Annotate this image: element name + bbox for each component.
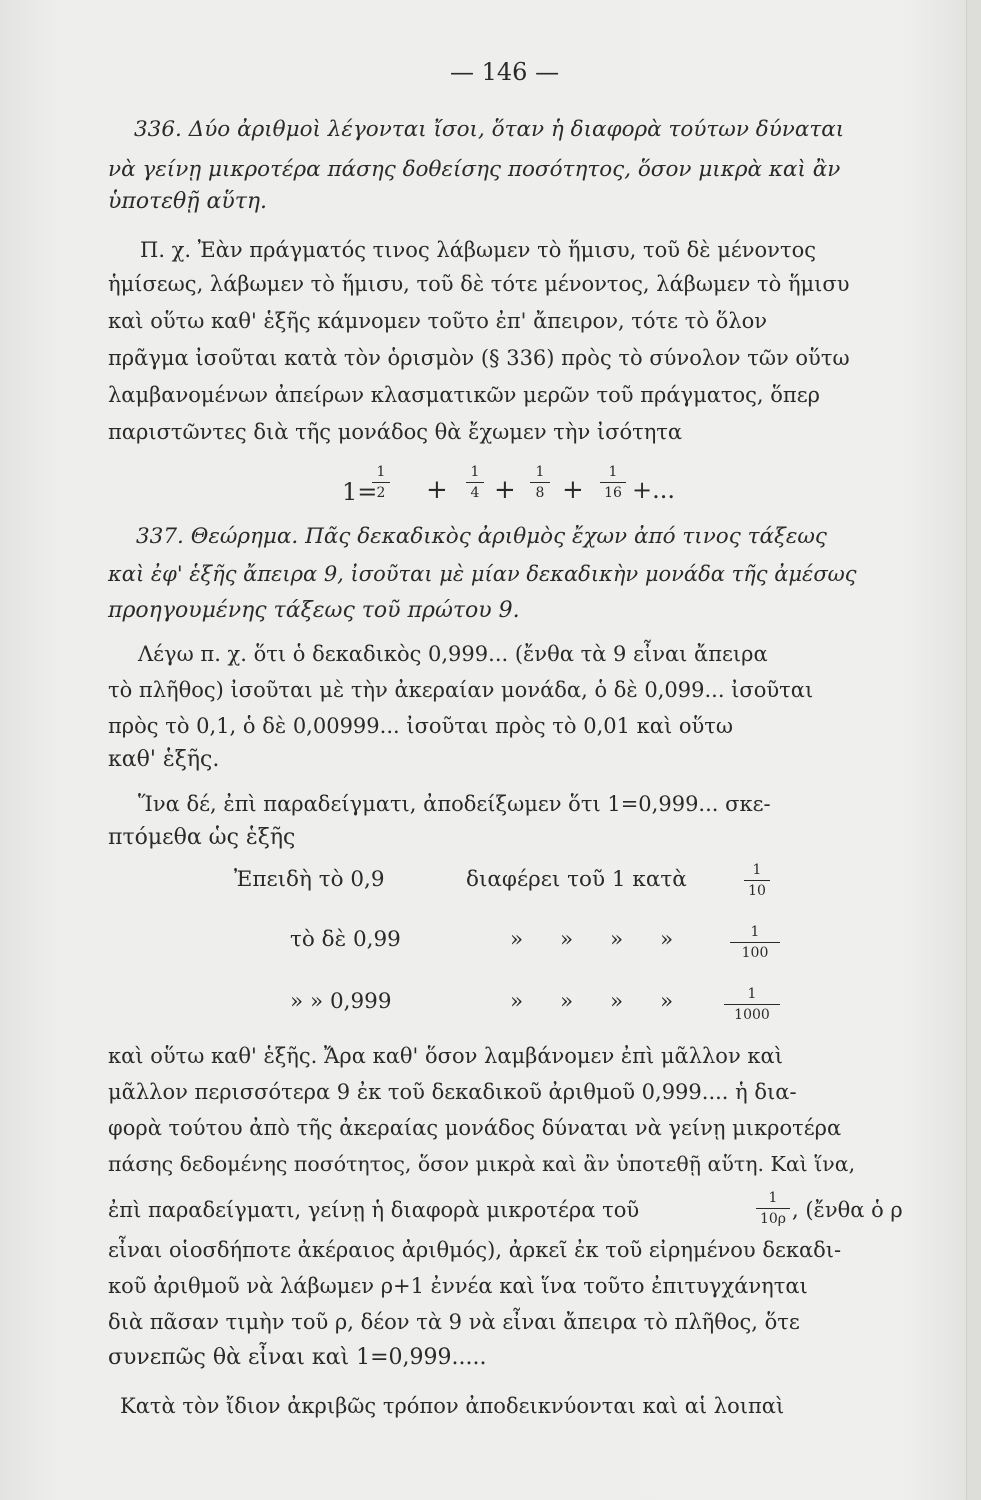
text-line: νὰ γείνῃ μικροτέρα πάσης δοθείσης ποσότητος, ὅσον μικρὰ καὶ ἂν bbox=[108, 157, 841, 182]
plus-sign: + bbox=[426, 475, 448, 505]
table-row-text: » » » » bbox=[510, 927, 674, 952]
fraction: 1 2 bbox=[372, 464, 390, 501]
fraction: 1 10 bbox=[744, 862, 770, 899]
fraction: 1 4 bbox=[466, 464, 484, 501]
fraction: 1 8 bbox=[530, 464, 550, 501]
text-line: 336. Δύο ἀριθμοὶ λέγονται ἴσοι, ὅταν ἡ διαφορὰ τούτων δύναται bbox=[134, 117, 845, 142]
text-line: καὶ οὕτω καθ' ἑξῆς. Ἄρα καθ' ὅσον λαμβάνομεν ἐπὶ μᾶλλον καὶ bbox=[108, 1044, 783, 1068]
equation-tail: +... bbox=[632, 476, 675, 504]
plus-sign: + bbox=[562, 475, 584, 505]
table-row-label: Ἐπειδὴ τὸ 0,9 bbox=[234, 867, 385, 892]
table-row-label: τὸ δὲ 0,99 bbox=[290, 927, 401, 952]
text-line: πάσης δεδομένης ποσότητος, ὅσον μικρὰ καὶ ἂν ὑποτεθῇ αὕτη. Καὶ ἵνα, bbox=[108, 1152, 856, 1176]
fraction: 1 10ρ bbox=[756, 1190, 790, 1227]
text-line: καὶ ἐφ' ἑξῆς ἄπειρα 9, ἰσοῦται μὲ μίαν δεκαδικὴν μονάδα τῆς ἀμέσως bbox=[108, 562, 857, 586]
text-line: Λέγω π. χ. ὅτι ὁ δεκαδικὸς 0,999... (ἔνθα τὰ 9 εἶναι ἄπειρα bbox=[138, 642, 768, 666]
text-line: τὸ πλῆθος) ἰσοῦται μὲ τὴν ἀκεραίαν μονάδα, ὁ δὲ 0,099... ἰσοῦται bbox=[108, 678, 814, 702]
text-line: 337. Θεώρημα. Πᾶς δεκαδικὸς ἀριθμὸς ἔχων ἀπό τινος τάξεως bbox=[136, 524, 827, 549]
table-row-text: » » » » bbox=[510, 989, 674, 1014]
text-line: συνεπῶς θὰ εἶναι καὶ 1=0,999..... bbox=[108, 1345, 487, 1370]
page-number: — 146 — bbox=[450, 58, 560, 86]
text-line: καθ' ἑξῆς. bbox=[108, 747, 220, 772]
text-line: παριστῶντες διὰ τῆς μονάδος θὰ ἔχωμεν τὴν ἰσότητα bbox=[108, 420, 683, 444]
text-line: πρὸς τὸ 0,1, ὁ δὲ 0,00999... ἰσοῦται πρὸς τὸ 0,01 καὶ οὕτω bbox=[108, 714, 734, 738]
table-row-label: » » 0,999 bbox=[290, 989, 392, 1014]
text-line: Π. χ. Ἐὰν πράγματός τινος λάβωμεν τὸ ἥμισυ, τοῦ δὲ μένοντος bbox=[140, 238, 816, 262]
text-line: ὑποτεθῇ αὕτη. bbox=[108, 189, 268, 214]
text-line: φορὰ τούτου ἀπὸ τῆς ἀκεραίας μονάδος δύναται νὰ γείνῃ μικροτέρα bbox=[108, 1116, 842, 1140]
text-line: καὶ οὕτω καθ' ἑξῆς κάμνομεν τοῦτο ἐπ' ἄπειρον, τότε τὸ ὅλον bbox=[108, 309, 768, 333]
text-line: διὰ πᾶσαν τιμὴν τοῦ ρ, δέον τὰ 9 νὰ εἶναι ἄπειρα τὸ πλῆθος, ὅτε bbox=[108, 1310, 800, 1334]
text-line: λαμβανομένων ἀπείρων κλασματικῶν μερῶν τοῦ πράγματος, ὅπερ bbox=[108, 383, 820, 407]
text-line: κοῦ ἀριθμοῦ νὰ λάβωμεν ρ+1 ἐννέα καὶ ἵνα τοῦτο ἐπιτυγχάνηται bbox=[108, 1274, 808, 1298]
text-line: πρᾶγμα ἰσοῦται κατὰ τὸν ὁρισμὸν (§ 336) πρὸς τὸ σύνολον τῶν οὕτω bbox=[108, 346, 850, 370]
text-line: προηγουμένης τάξεως τοῦ πρώτου 9. bbox=[108, 598, 520, 623]
fraction: 1 100 bbox=[730, 924, 780, 961]
text-line: Κατὰ τὸν ἴδιον ἀκριβῶς τρόπον ἀποδεικνύονται καὶ αἱ λοιπαὶ bbox=[120, 1394, 785, 1418]
text-line: πτόμεθα ὡς ἑξῆς bbox=[108, 825, 296, 850]
fraction: 1 16 bbox=[600, 464, 626, 501]
plus-sign: + bbox=[494, 475, 516, 505]
text-segment: ἐπὶ παραδείγματι, γείνῃ ἡ διαφορὰ μικροτέρα τοῦ bbox=[108, 1198, 640, 1222]
text-segment: , (ἔνθα ὁ ρ bbox=[792, 1198, 903, 1222]
text-line: ἡμίσεως, λάβωμεν τὸ ἥμισυ, τοῦ δὲ τότε μένοντος, λάβωμεν τὸ ἥμισυ bbox=[108, 272, 850, 296]
table-row-text: διαφέρει τοῦ 1 κατὰ bbox=[466, 867, 687, 892]
text-line: εἶναι οἱοσδήποτε ἀκέραιος ἀριθμός), ἀρκεῖ ἐκ τοῦ εἰρημένου δεκαδι- bbox=[108, 1238, 842, 1262]
text-line: μᾶλλον περισσότερα 9 ἐκ τοῦ δεκαδικοῦ ἀριθμοῦ 0,999.... ἡ δια- bbox=[108, 1080, 797, 1104]
fraction: 1 1000 bbox=[724, 986, 780, 1023]
equation-lhs: 1= bbox=[342, 478, 378, 506]
page-edge bbox=[966, 0, 981, 1500]
text-line: Ἵνα δέ, ἐπὶ παραδείγματι, ἀποδείξωμεν ὅτι 1=0,999... σκε- bbox=[138, 792, 771, 816]
